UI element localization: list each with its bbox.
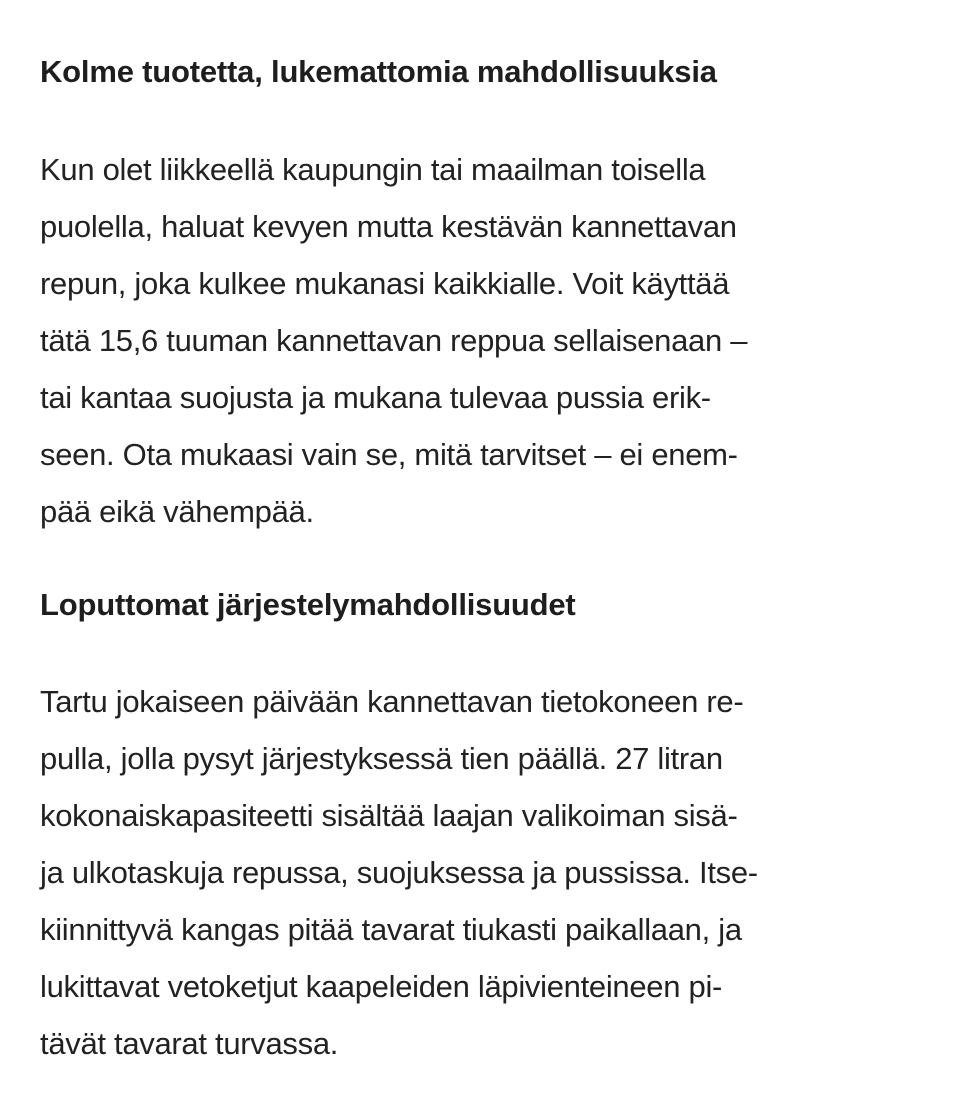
section-paragraph [40,141,747,540]
paragraph-line: seen. Ota mukaasi vain se, mitä tarvitset – ei enem- [40,437,738,472]
section-heading: Loputtomat järjestelymahdollisuudet [40,587,576,622]
paragraph-line: repun, joka kulkee mukanasi kaikkialle. Voit käyttää [40,266,730,301]
paragraph-line: pää eikä vähempää. [40,494,314,529]
paragraph-line: ja ulkotaskuja repussa, suojuksessa ja pussissa. Itse- [40,855,758,890]
paragraph-line: puolella, haluat kevyen mutta kestävän kannettavan [40,209,737,244]
paragraph-line: tai kantaa suojusta ja mukana tulevaa pussia erik- [40,380,711,415]
paragraph-line: tätä 15,6 tuuman kannettavan reppua sellaisenaan – [40,323,748,358]
paragraph-line: pulla, jolla pysyt järjestyksessä tien päällä. 27 litran [40,741,723,776]
section-heading: Kolme tuotetta, lukemattomia mahdollisuuksia [40,54,717,89]
paragraph-line: lukittavat vetoketjut kaapeleiden läpivienteineen pi- [40,969,723,1004]
section-paragraph [40,673,758,1072]
paragraph-line: kokonaiskapasiteetti sisältää laajan valikoiman sisä- [40,798,738,833]
paragraph-line: Tartu jokaiseen päivään kannettavan tietokoneen re- [40,684,744,719]
paragraph-line: Kun olet liikkeellä kaupungin tai maailman toisella [40,152,706,187]
paragraph-line: kiinnittyvä kangas pitää tavarat tiukasti paikallaan, ja [40,912,742,947]
paragraph-line: tävät tavarat turvassa. [40,1026,339,1061]
